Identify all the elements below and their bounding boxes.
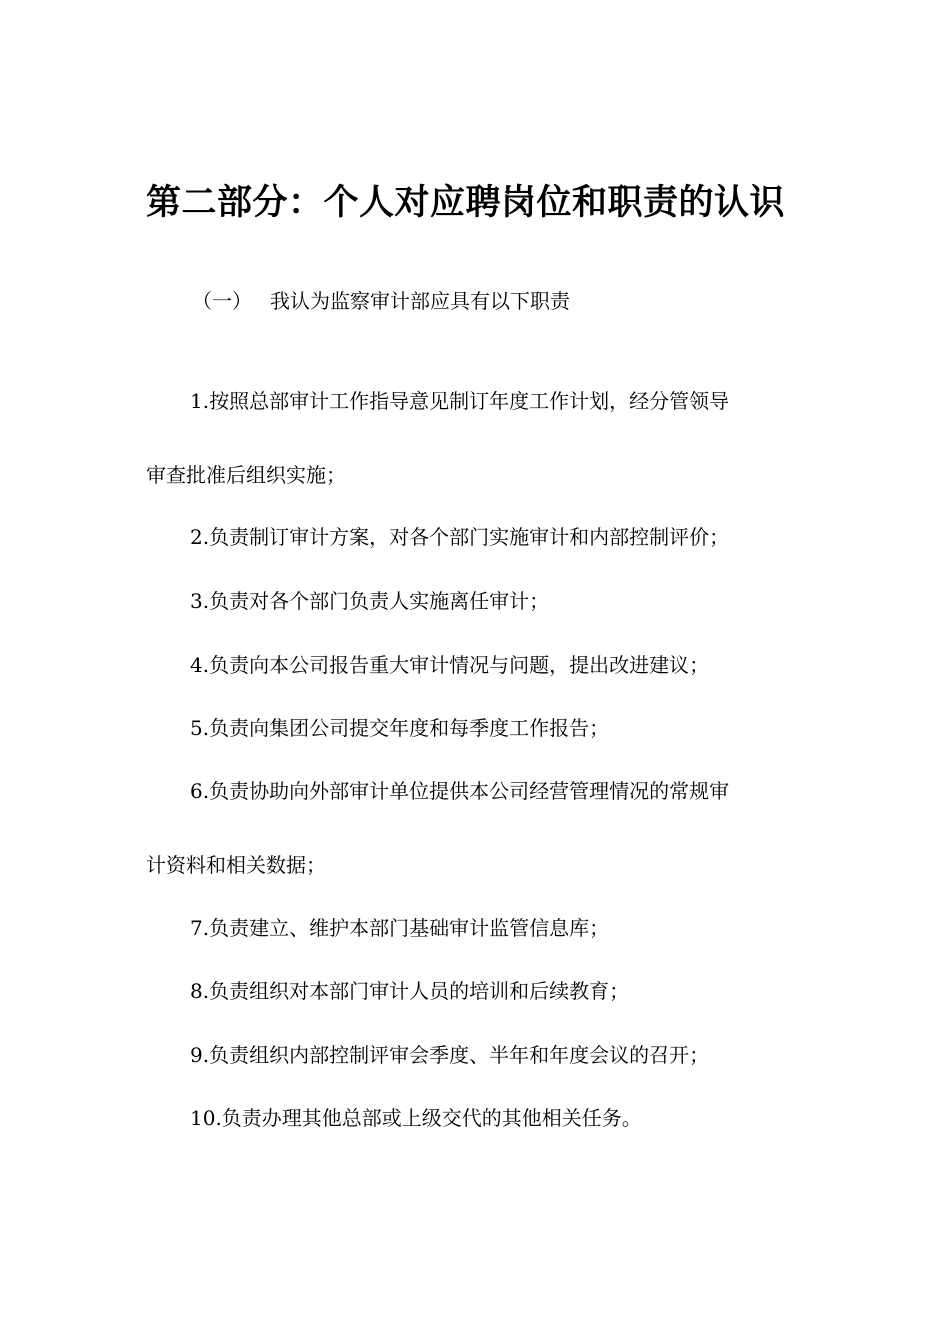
list-item-line: 2.负责制订审计方案，对各个部门实施审计和内部控制评价； (190, 525, 730, 549)
list-item-line: 3.负责对各个部门负责人实施离任审计； (190, 589, 550, 613)
list-item-line: 7.负责建立、维护本部门基础审计监管信息库； (190, 916, 610, 940)
list-item-line: 8.负责组织对本部门审计人员的培训和后续教育； (190, 979, 630, 1003)
list-item-line: 4.负责向本公司报告重大审计情况与问题，提出改进建议； (190, 653, 710, 677)
list-item-line: 5.负责向集团公司提交年度和每季度工作报告； (190, 716, 610, 740)
list-item-line-continued: 计资料和相关数据； (146, 853, 326, 877)
list-item-line: 1.按照总部审计工作指导意见制订年度工作计划，经分管领导 (190, 389, 730, 413)
section-heading (192, 286, 570, 316)
section-heading-text: 我认为监察审计部应具有以下职责 (270, 289, 570, 313)
section-marker: （一） (192, 289, 252, 313)
list-item-line: 6.负责协助向外部审计单位提供本公司经营管理情况的常规审 (190, 779, 730, 803)
page-title: 第二部分：个人对应聘岗位和职责的认识 (146, 182, 786, 223)
list-item-line-continued: 审查批准后组织实施； (146, 463, 346, 487)
list-item-line: 9.负责组织内部控制评审会季度、半年和年度会议的召开； (190, 1043, 710, 1067)
list-item-line: 10.负责办理其他总部或上级交代的其他相关任务。 (190, 1106, 642, 1130)
